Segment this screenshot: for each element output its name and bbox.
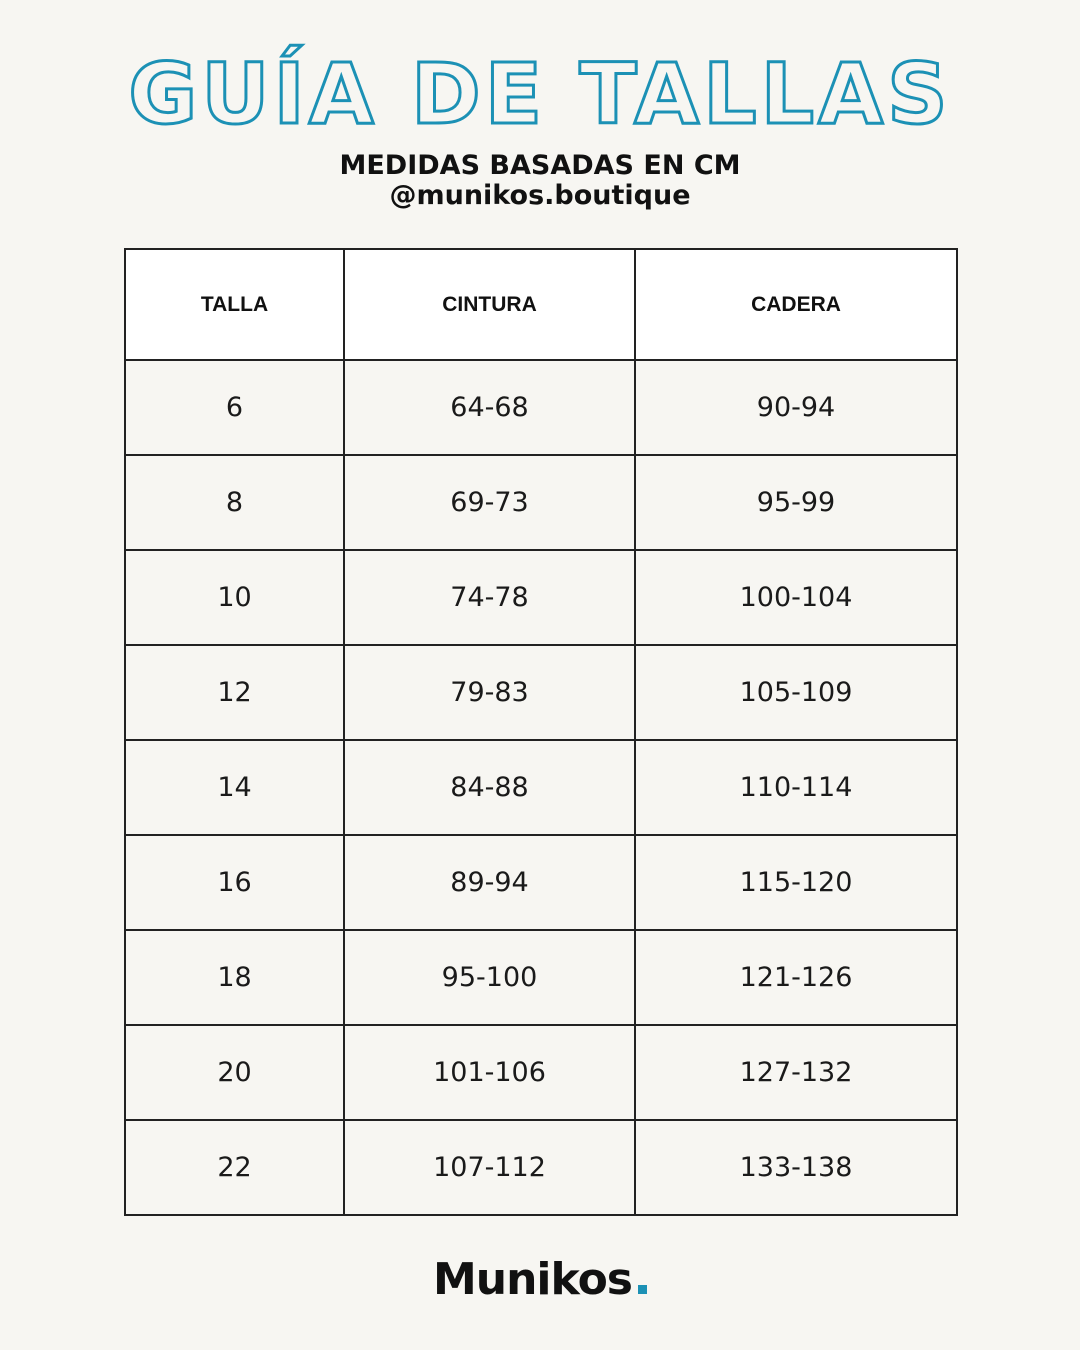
cell-talla: 12 [125,645,344,740]
cell-cintura: 95-100 [344,930,635,1025]
cell-cadera: 100-104 [635,550,957,645]
subtitle-units: MEDIDAS BASADAS EN CM [339,150,741,181]
cell-cadera: 121-126 [635,930,957,1025]
header-cintura: CINTURA [344,249,635,360]
cell-talla: 22 [125,1120,344,1215]
page-title: GUÍA DE TALLAS [128,45,952,143]
cell-cintura: 89-94 [344,835,635,930]
cell-cadera: 95-99 [635,455,957,550]
table-row [125,1025,957,1120]
brand-name: Munikos [432,1254,632,1305]
header-talla: TALLA [125,249,344,360]
table-row [125,835,957,930]
cell-cadera: 133-138 [635,1120,957,1215]
cell-cintura: 84-88 [344,740,635,835]
cell-cintura: 74-78 [344,550,635,645]
cell-cintura: 79-83 [344,645,635,740]
cell-cadera: 105-109 [635,645,957,740]
cell-talla: 20 [125,1025,344,1120]
header-cadera: CADERA [635,249,957,360]
cell-cadera: 127-132 [635,1025,957,1120]
cell-cadera: 110-114 [635,740,957,835]
cell-talla: 8 [125,455,344,550]
cell-talla: 6 [125,360,344,455]
cell-talla: 10 [125,550,344,645]
cell-talla: 16 [125,835,344,930]
subtitle-handle: @munikos.boutique [389,180,691,211]
table-row [125,645,957,740]
table-row [125,550,957,645]
brand-logo [0,1254,1080,1305]
cell-cintura: 101-106 [344,1025,635,1120]
cell-cadera: 90-94 [635,360,957,455]
table-header-row [125,249,957,360]
cell-cintura: 69-73 [344,455,635,550]
table-row [125,740,957,835]
cell-talla: 14 [125,740,344,835]
cell-talla: 18 [125,930,344,1025]
table-row [125,1120,957,1215]
brand-dot-icon [638,1285,647,1294]
size-guide-table [124,248,958,1216]
table-row [125,930,957,1025]
cell-cadera: 115-120 [635,835,957,930]
table-row [125,455,957,550]
cell-cintura: 107-112 [344,1120,635,1215]
cell-cintura: 64-68 [344,360,635,455]
table-row [125,360,957,455]
